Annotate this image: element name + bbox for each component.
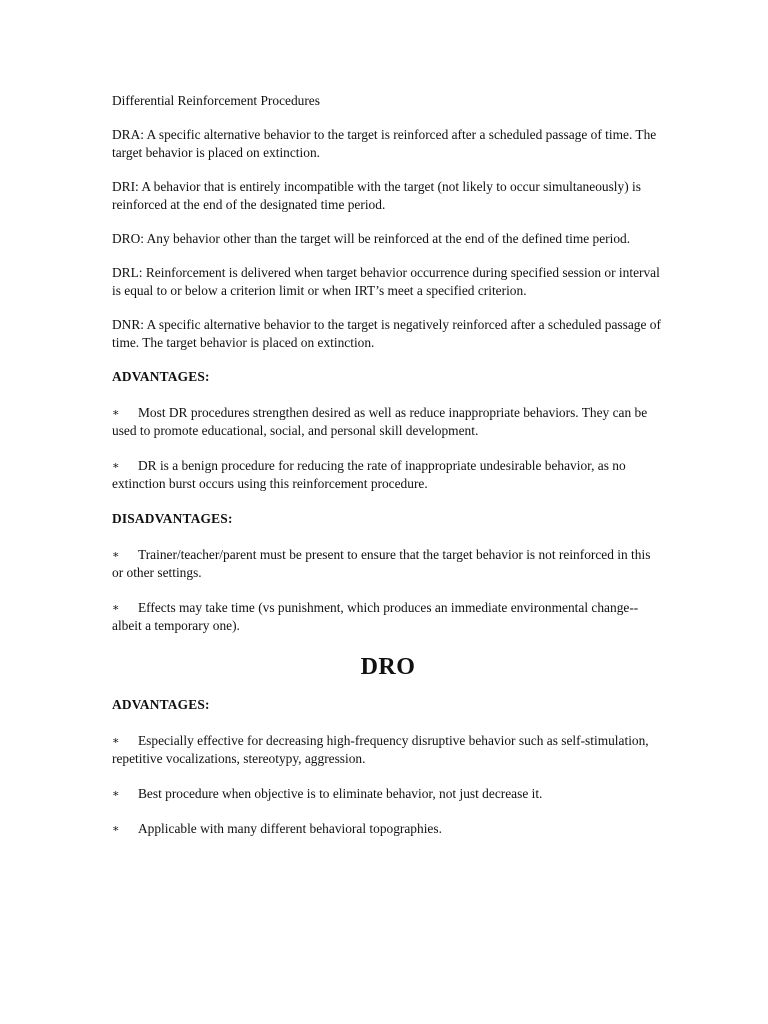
dro-advantages-list-item	[112, 785, 664, 803]
bullet-icon: ∗	[112, 735, 120, 747]
bullet-icon: ∗	[112, 823, 120, 835]
definition-dri: DRI: A behavior that is entirely incompatible with the target (not likely to occur simultaneously) is reinforced at the end of the designated time period.	[112, 179, 641, 212]
bullet-text: Most DR procedures strengthen desired as well as reduce inappropriate behaviors. They can be used to promote educational, social, and personal skill development.	[112, 405, 648, 438]
document-page	[112, 92, 664, 855]
disadvantages-list-item	[112, 546, 664, 582]
advantages-list-item	[112, 457, 664, 493]
dro-advantages-heading: ADVANTAGES:	[112, 697, 210, 712]
bullet-text: Trainer/teacher/parent must be present to ensure that the target behavior is not reinforced in this or other settings.	[112, 547, 651, 580]
definition-drl: DRL: Reinforcement is delivered when target behavior occurrence during specified session or interval is equal to or below a criterion limit or when IRT’s meet a specified criterion.	[112, 265, 660, 298]
bullet-icon: ∗	[112, 407, 120, 419]
definition-dra: DRA: A specific alternative behavior to the target is reinforced after a scheduled passage of time. The target behavior is placed on extinction.	[112, 127, 657, 160]
document-title: Differential Reinforcement Procedures	[112, 93, 320, 108]
advantages-list-item	[112, 404, 664, 440]
bullet-text: Best procedure when objective is to eliminate behavior, not just decrease it.	[138, 786, 543, 801]
bullet-text: Effects may take time (vs punishment, which produces an immediate environmental change--albeit a temporary one).	[112, 600, 639, 633]
definition-dnr: DNR: A specific alternative behavior to the target is negatively reinforced after a scheduled passage of time. The target behavior is placed on extinction.	[112, 317, 661, 350]
bullet-icon: ∗	[112, 460, 120, 472]
bullet-icon: ∗	[112, 549, 120, 561]
disadvantages-list-item	[112, 599, 664, 635]
dro-advantages-list-item	[112, 732, 664, 768]
bullet-icon: ∗	[112, 788, 120, 800]
dro-advantages-list-item	[112, 820, 664, 838]
dro-section-heading: DRO	[360, 654, 416, 680]
bullet-text: Especially effective for decreasing high-frequency disruptive behavior such as self-stimulation, repetitive vocalizations, stereotypy, aggression.	[112, 733, 649, 766]
disadvantages-heading: DISADVANTAGES:	[112, 511, 233, 526]
bullet-icon: ∗	[112, 602, 120, 614]
definition-dro: DRO: Any behavior other than the target will be reinforced at the end of the defined time period.	[112, 231, 631, 246]
advantages-heading: ADVANTAGES:	[112, 369, 210, 384]
bullet-text: Applicable with many different behavioral topographies.	[138, 821, 442, 836]
bullet-text: DR is a benign procedure for reducing the rate of inappropriate undesirable behavior, as no extinction burst occurs using this reinforcement procedure.	[112, 458, 626, 491]
